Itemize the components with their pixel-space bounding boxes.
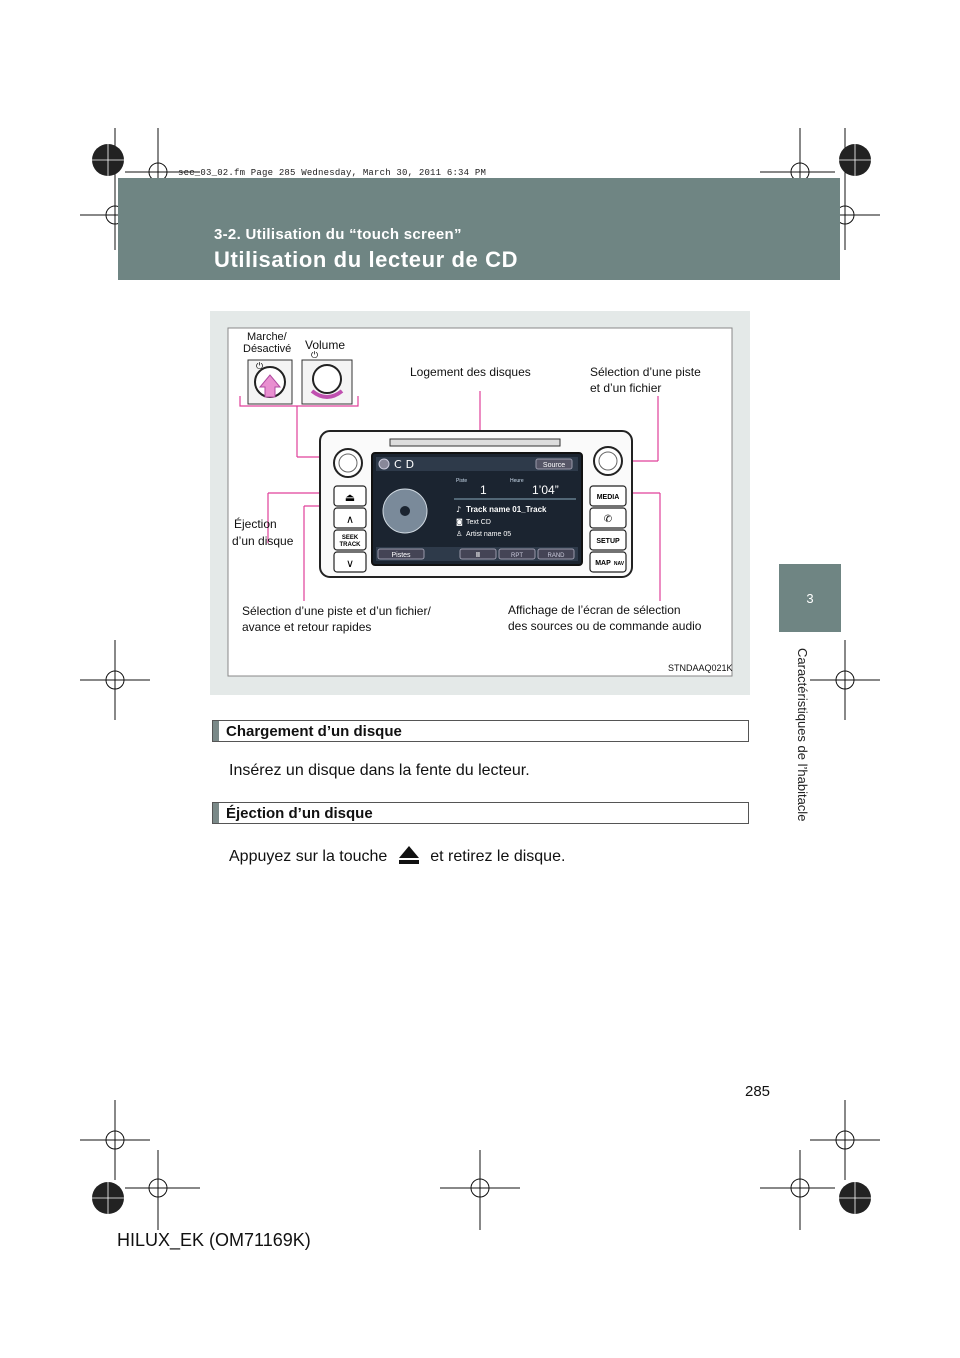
down-icon: ∨ [345, 557, 355, 570]
manual-code: HILUX_EK (OM71169K) [117, 1230, 311, 1250]
label-volume: Volume [305, 338, 346, 352]
section-heading-eject [212, 802, 749, 824]
svg-text:⏻: ⏻ [311, 350, 319, 360]
chapter-side-label [795, 648, 809, 838]
heading-marker [213, 721, 219, 741]
load-instruction: Insérez un disque dans la fente du lecteur. [229, 762, 530, 779]
section-heading-load [212, 720, 749, 742]
cd-player-figure [210, 311, 750, 695]
label-track-select-1: Sélection d’une piste [590, 365, 701, 379]
power-symbol-icon: ⏻ [256, 361, 264, 371]
media-label: MEDIA [596, 494, 620, 501]
figure-code: STNDAAQ021K [668, 663, 733, 673]
pistes-button: Pistes [391, 552, 411, 559]
page-title: Utilisation du lecteur de CD [214, 247, 519, 272]
screen-mode: CD [394, 458, 419, 471]
disc-text-icon: ◙ [456, 518, 463, 526]
cd-player-diagram [210, 311, 750, 695]
label-seek-2: avance et retour rapides [242, 620, 372, 634]
eject-instruction-after: et retirez le disque. [430, 848, 566, 865]
heure-label: Heure [510, 478, 524, 484]
nav-label: NAV [613, 561, 625, 567]
left-knob-icon [334, 449, 362, 477]
note-icon: ♪ [456, 505, 462, 514]
chapter-tab: 3 [779, 564, 841, 632]
artist-icon: ♙ [456, 530, 463, 538]
map-label: MAP [595, 560, 611, 567]
label-display-1: Affichage de l’écran de sélection [508, 603, 681, 617]
source-button: Source [542, 462, 566, 469]
repeat-button: RPT [511, 553, 523, 559]
disc-text: Text CD [466, 519, 491, 526]
label-track-select-2: et d’un fichier [590, 381, 662, 395]
eject-instruction [229, 844, 565, 866]
section-heading-load-text: Chargement d’un disque [226, 723, 402, 740]
chapter-header [118, 178, 840, 280]
piste-label: Piste [456, 478, 468, 484]
label-display-2: des sources ou de commande audio [508, 619, 702, 633]
section-heading-eject-text: Éjection d’un disque [226, 805, 373, 822]
section-title: 3-2. Utilisation du “touch screen” [214, 226, 462, 243]
track-time: 1’04” [532, 483, 559, 497]
eject-icon [398, 844, 420, 866]
disc-slot [390, 439, 560, 446]
file-slug: sec_03_02.fm Page 285 Wednesday, March 30, 2011 6:34 PM [178, 168, 487, 178]
setup-label: SETUP [596, 538, 620, 545]
label-disc-slot: Logement des disques [410, 365, 531, 379]
heading-marker [213, 803, 219, 823]
label-eject-2: d’un disque [232, 534, 294, 548]
eject-instruction-before: Appuyez sur la touche [229, 848, 388, 865]
track-name: Track name 01_Track [466, 505, 547, 514]
track-label: TRACK [339, 542, 361, 548]
page-number: 285 [745, 1083, 771, 1100]
seek-label: SEEK [341, 535, 359, 541]
label-power-1: Marche/ [247, 331, 287, 343]
pause-button: II [476, 552, 480, 559]
up-icon: ∧ [345, 513, 355, 526]
cd-mode-icon [379, 459, 389, 469]
label-eject-1: Éjection [234, 517, 277, 531]
random-button: RAND [547, 553, 565, 559]
artist-name: Artist name 05 [466, 531, 512, 538]
volume-knob-icon [313, 365, 341, 393]
track-number: 1 [480, 483, 487, 497]
eject-icon: ⏏ [344, 491, 356, 504]
label-seek-1: Sélection d’une piste et d’un fichier/ [242, 604, 431, 618]
right-knob-icon [594, 447, 622, 475]
phone-icon: ✆ [603, 514, 613, 525]
label-power-2: Désactivé [243, 343, 292, 355]
chapter-side-text: Caractéristiques de l’habitacle [795, 648, 810, 822]
